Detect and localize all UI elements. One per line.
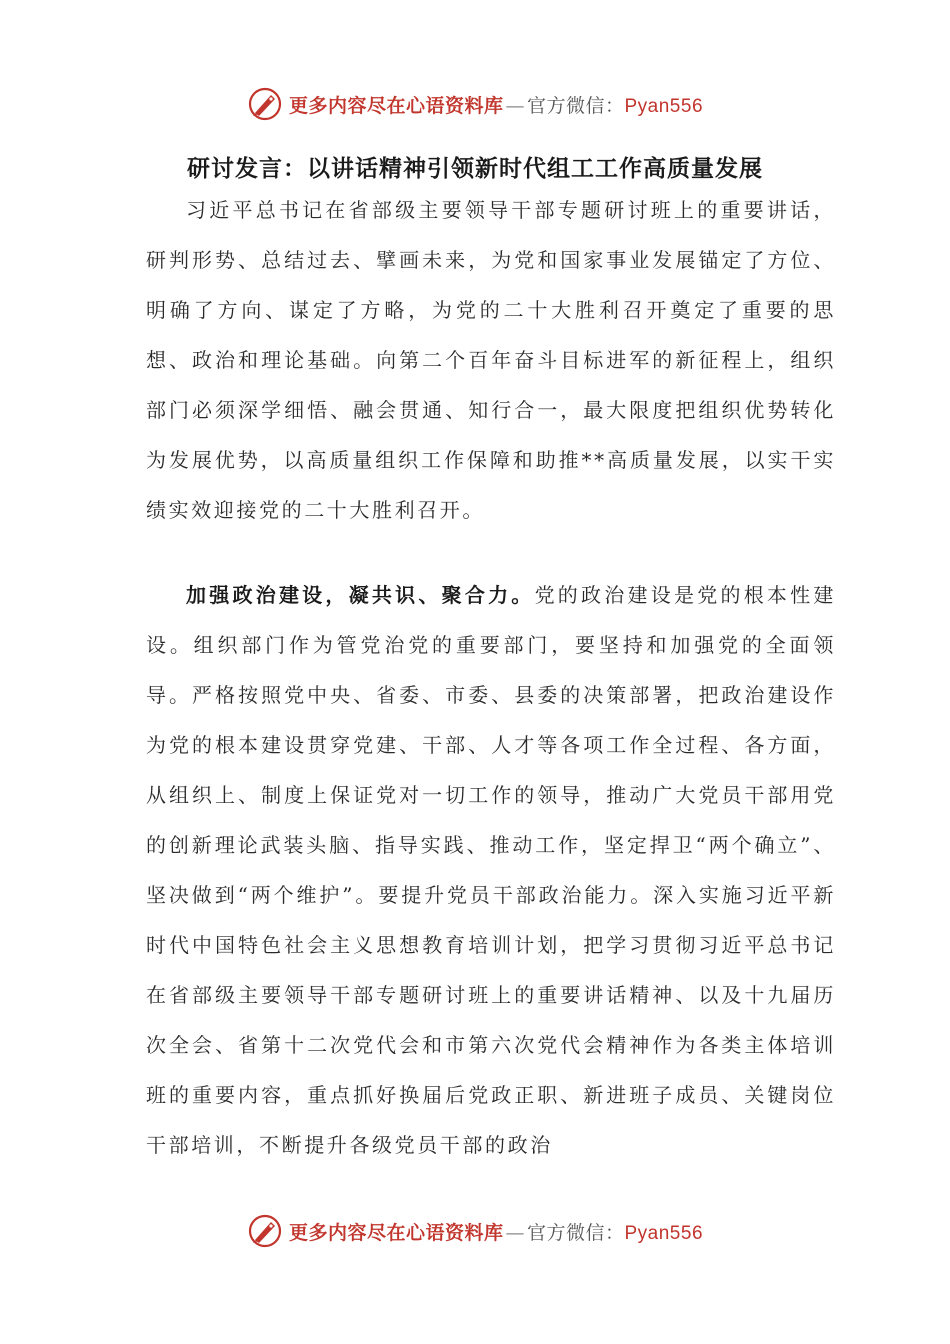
pen-nib-logo-icon: [247, 86, 283, 122]
paragraph-2: [146, 570, 836, 1170]
banner-wechat-label: 官方微信：: [526, 1221, 625, 1244]
footer-banner: [0, 1211, 950, 1251]
banner-wechat-id: Pyan556: [624, 1222, 704, 1244]
banner-dash: —: [505, 94, 525, 117]
banner-wechat-id: Pyan556: [624, 95, 704, 117]
header-banner: [0, 84, 950, 124]
document-title: 研讨发言：以讲话精神引领新时代组工工作高质量发展: [187, 156, 763, 182]
paragraph-2-body: 党的政治建设是党的根本性建设。组织部门作为管党治党的重要部门，要坚持和加强党的全面领导。严格按照党中央、省委、市委、县委的决策部署，把政治建设作为党的根本建设贯穿党建、干部、人才等各项工作全过程、各方面，从组织上、制度上保证党对一切工作的领导，推动广大党员干部用党的创新理论武装头脑、指导实践、推动工作，坚定捍卫“两个确立”、坚决做到“两个维护”。要提升党员干部政治能力。深入实施习近平新时代中国特色社会主义思想教育培训计划，把学习贯彻习近平总书记在省部级主要领导干部专题研讨班上的重要讲话精神、以及十九届历次全会、省第十二次党代会和市第六次党代会精神作为各类主体培训班的重要内容，重点抓好换届后党政正职、新进班子成员、关键岗位干部培训，不断提升各级党员干部的政治: [146, 583, 837, 1157]
banner-title: 更多内容尽在心语资料库: [288, 94, 504, 117]
paragraph-1: 习近平总书记在省部级主要领导干部专题研讨班上的重要讲话，研判形势、总结过去、擘画未来，为党和国家事业发展锚定了方位、明确了方向、谋定了方略，为党的二十大胜利召开奠定了重要的思想、政治和理论基础。向第二个百年奋斗目标进军的新征程上，组织部门必须深学细悟、融会贯通、知行合一，最大限度把组织优势转化为发展优势，以高质量组织工作保障和助推**高质量发展，以实干实绩实效迎接党的二十大胜利召开。: [146, 198, 836, 522]
banner-title: 更多内容尽在心语资料库: [288, 1221, 504, 1244]
pen-nib-logo-icon: [247, 1213, 283, 1249]
banner-text: [289, 1218, 703, 1245]
banner-wechat-label: 官方微信：: [526, 94, 625, 117]
paragraph-2-lead: 加强政治建设，凝共识、聚合力。: [186, 583, 535, 607]
banner-text: [289, 91, 703, 118]
banner-dash: —: [505, 1221, 525, 1244]
